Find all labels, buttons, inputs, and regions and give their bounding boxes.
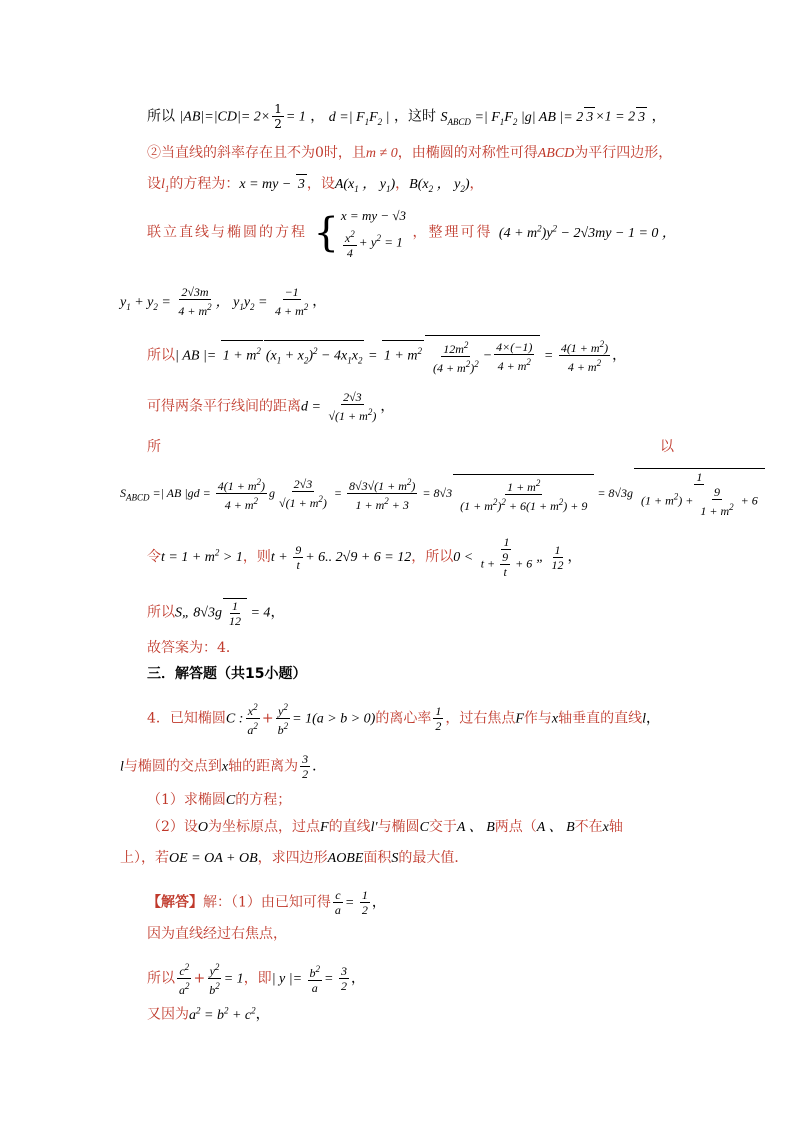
text-line-8-left: 所	[147, 439, 161, 455]
text-fragment: 4．已知椭圆	[147, 710, 226, 727]
text-fragment: ，	[651, 108, 666, 125]
text-line-8-right: 以	[660, 439, 674, 455]
text-fragment: 与椭圆	[377, 819, 420, 835]
text-line-3: 设$l_1$的方程为：x = my − 3 ，设$A(x_1$ ， $y_1$)，$B(x_2$ ， $y_2$)，	[147, 176, 484, 194]
text-line-9: $S_{ABCD}$ =| AB |gd = $\frac{4(1 + m^2)}{4 + m^2}$ g $\frac{2√3}{√(1 + m^2)}$ = $\frac{8√3√(1 + m^2)}{1 + m^2 + 3}$ = 8√3 $\frac{1 + m^2}{(1 + m^2)^2 + 6(1 + m^2) + 9}$ = 8√3g 1 $(1 + m^2)$ + $\frac{9}{1 + m^2}$ + 6	[120, 468, 765, 519]
text-fragment: 又因为	[147, 1006, 189, 1023]
text-line-11: 所以S„ 8√3g $\frac{1}{12}$ = 4，	[147, 599, 285, 628]
text-line-5: $y_1 + y_2$ = $\frac{2√3m}{4 + m^2}$ ， $y_1y_2$ = $\frac{-1}{4 + m^2}$ ，	[120, 285, 327, 318]
text-fragment: ，	[395, 176, 410, 192]
text-line-7: 可得两条平行线间的距离d = $\frac{2√3}{√(1 + m^2)}$ ，	[147, 390, 395, 423]
text-line-2: ②当直线的斜率存在且不为0时，且m ≠ 0，由椭圆的对称性可得ABCD为平行四边形，	[147, 145, 673, 161]
text-fragment: ，整理可得	[412, 224, 493, 241]
text-fragment: 与椭圆的交点到	[123, 758, 222, 775]
text-fragment: 轴	[608, 819, 623, 835]
text-fragment: 的直线	[328, 819, 371, 835]
text-fragment: 所以	[147, 347, 175, 364]
text-fragment: 轴的距离为	[228, 758, 299, 775]
text-fragment: 为平行四边形，	[574, 145, 673, 161]
text-fragment: ，求四边形	[257, 850, 328, 866]
text-fragment: 轴垂直的直线	[558, 710, 643, 727]
text-fragment: 设	[147, 176, 161, 192]
question-4-line-2: l与椭圆的交点到x轴的距离为 $\frac{3}{2}$ ．	[120, 752, 327, 781]
answer-line-3: 所以 $\frac{c^2}{a^2}$ + $\frac{y^2}{b^2}$ = 1，即| y |= $\frac{b^2}{a}$ = $\frac{3}{2}$ ，	[147, 962, 365, 997]
text-fragment: （1）求椭圆	[147, 792, 226, 808]
question-4-part-2: （2）设O为坐标原点，过点F的直线l′与椭圆C交于A 、 B两点（A 、 B不在x轴	[147, 819, 623, 835]
question-4-part-2-cont: 上），若OE = OA + OB，求四边形AOBE面积S的最大值．	[120, 850, 469, 866]
section-heading: 三．解答题（共15小题）	[147, 666, 307, 682]
text-line-12: 故答案为：4．	[147, 640, 240, 656]
text-line-6: 所以| AB |= $1 + m^2$ $(x_1 + x_2)^2 - 4x_1x_2 = 1 + m^2$ $\frac{12m^2}{(4 + m^2)^2}$ − $\frac{4\times(-1)}{4 + m^2}$ = $\frac{4(1 + m^2)}{4 + m^2}$ ，	[147, 335, 626, 377]
text-fragment: ，过右焦点	[445, 710, 516, 727]
text-fragment: 令	[147, 549, 161, 565]
text-fragment: 所以	[147, 604, 175, 621]
text-fragment: ，所以	[411, 549, 454, 565]
text-line-1: 所以 |AB|=|CD|= 2× $\frac{1}{2}$ = 1 ， d =| $F_1F_2$ | ，这时 $S_{ABCD}$ =| $F_1F_2$ |g| AB |= 2 3 ×1 = 2 3 ，	[147, 102, 666, 131]
text-fragment: 所以	[147, 970, 175, 987]
text-fragment: 的最大值．	[398, 850, 469, 866]
answer-tag: 【解答】	[147, 894, 203, 911]
text-fragment: ，即	[243, 970, 272, 987]
text-fragment: ，由椭圆的对称性可得	[397, 145, 538, 161]
text-fragment: 联立直线与椭圆的方程	[147, 224, 307, 241]
text-fragment: ，则	[242, 549, 271, 565]
text-fragment: 上），若	[120, 850, 169, 866]
text-line-10: 令$t = 1 + m^2 > 1$，则t + $\frac{9}{t}$ + 6.. 2√9 + 6 = 12，所以0 < 1 t + $\frac{9}{t}$ + 6 „ $\frac{1}{12}$ ，	[147, 535, 582, 579]
text-fragment: 不在	[574, 819, 603, 835]
text-fragment: 解：（1）由已知可得	[203, 894, 331, 911]
text-fragment: 两点（	[494, 819, 537, 835]
answer-line-1: 【解答】解：（1）由已知可得 $\frac{c}{a}$ = $\frac{1}{2}$ ，	[147, 888, 386, 917]
text-fragment: ，设	[306, 176, 335, 192]
text-fragment: ②当直线的斜率存在且不为0时，且	[147, 145, 366, 161]
text-fragment: 所以	[147, 108, 175, 125]
answer-line-4: 又因为$a^2 = b^2 + c^2$，	[147, 1005, 270, 1023]
text-fragment: 交于	[428, 819, 457, 835]
text-line-4: 联立直线与椭圆的方程 { x = my − √3 $\frac{x^2}{4}$ + $y^2 = 1$ ，整理可得 $(4 + m^2)y^2 - 2√3my - 1 = 0$ ，	[147, 208, 676, 260]
text-fragment: 的方程为：	[169, 176, 240, 192]
text-fragment: 的离心率	[375, 710, 432, 727]
question-4-line-1: 4．已知椭圆C : $\frac{x^2}{a^2}$ + $\frac{y^2}{b^2}$ = 1(a > b > 0)的离心率 $\frac{1}{2}$ ，过右焦点F作与x轴垂直的直线l，	[147, 702, 660, 737]
text-fragment: ，	[310, 108, 325, 125]
text-fragment: ，这时	[393, 108, 436, 125]
text-fragment: 作与	[523, 710, 552, 727]
answer-line-2: 因为直线经过右焦点，	[147, 926, 287, 942]
text-fragment: 面积	[363, 850, 392, 866]
text-fragment: ，	[469, 176, 484, 192]
text-fragment: 的方程；	[235, 792, 292, 808]
text-fragment: 为坐标原点，过点	[208, 819, 321, 835]
text-fragment: （2）设	[147, 819, 198, 835]
text-fragment: 可得两条平行线间的距离	[147, 398, 301, 415]
question-4-part-1: （1）求椭圆C的方程；	[147, 792, 292, 808]
